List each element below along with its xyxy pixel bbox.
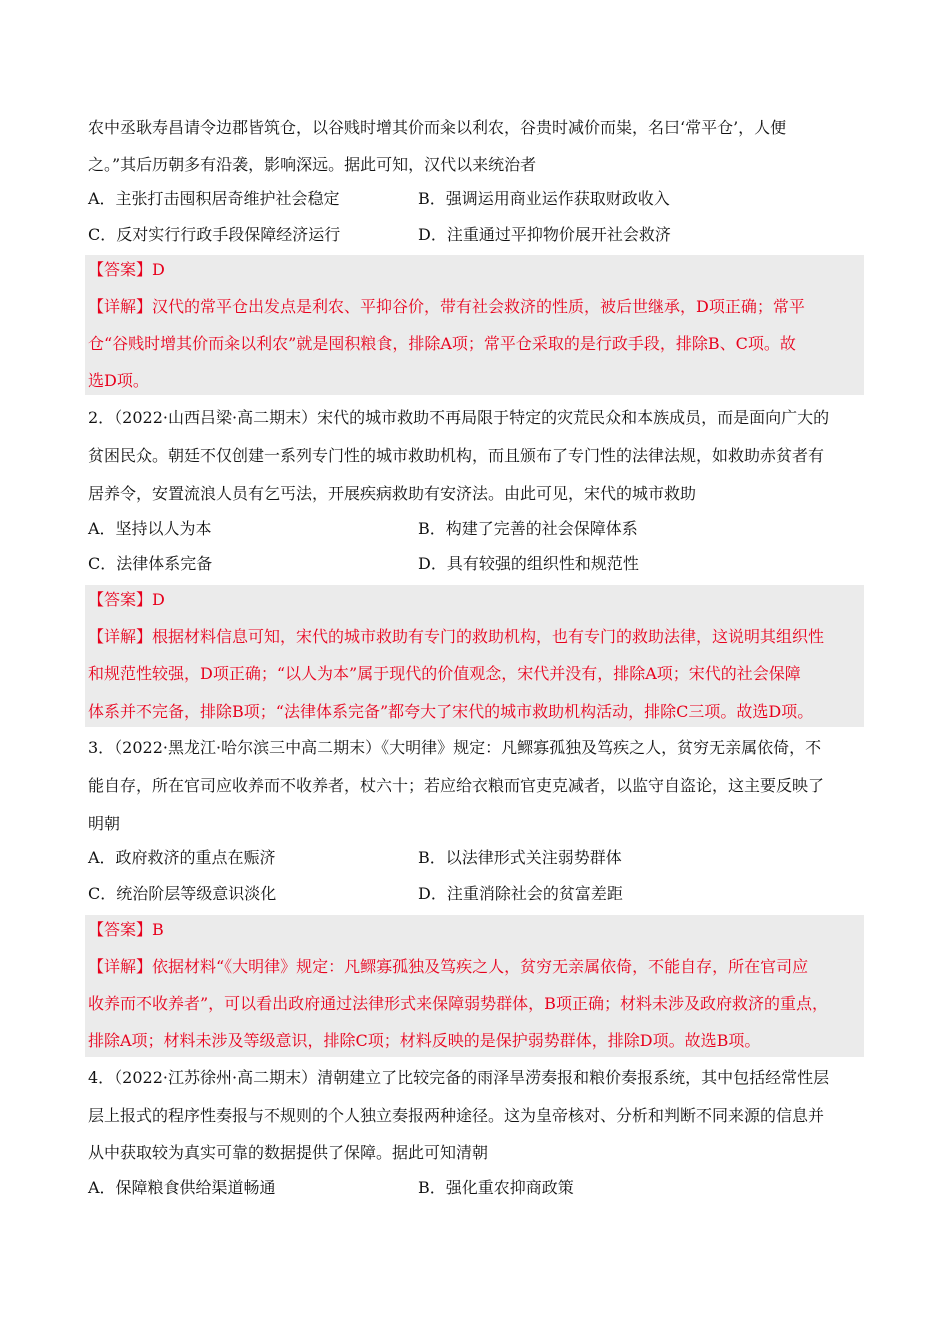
q2-option-d: D．具有较强的组织性和规范性 xyxy=(418,554,639,573)
q3-explanation-line-2: 收养而不收养者”，可以看出政府通过法律形式来保障弱势群体，B项正确；材料未涉及政府救济的重点， xyxy=(88,994,828,1013)
q2-option-b: B．构建了完善的社会保障体系 xyxy=(418,519,638,538)
q3-explanation-line-3: 排除A项；材料未涉及等级意识，排除C项；材料反映的是保护弱势群体，排除D项。故选B项。 xyxy=(88,1031,761,1050)
q4-stem-line-1: 4．（2022·江苏徐州·高二期末）清朝建立了比较完备的雨泽旱涝奏报和粮价奏报系统，其中包括经常性层 xyxy=(88,1068,830,1087)
q4-option-a: A．保障粮食供给渠道畅通 xyxy=(88,1178,276,1197)
q3-stem-line-3: 明朝 xyxy=(88,814,121,833)
q3-stem-line-2: 能自存，所在官司应收养而不收养者，杖六十；若应给衣粮而官吏克减者，以监守自盗论，这主要反映了 xyxy=(88,776,825,795)
q1-option-d: D．注重通过平抑物价展开社会救济 xyxy=(418,225,671,244)
q1-option-a: A．主张打击囤积居奇维护社会稳定 xyxy=(88,189,340,208)
q2-explanation-line-1: 【详解】根据材料信息可知，宋代的城市救助有专门的救助机构，也有专门的救助法律，这说明其组织性 xyxy=(88,627,825,646)
q2-explanation-line-2: 和规范性较强，D项正确；“以人为本”属于现代的价值观念，宋代并没有，排除A项；宋代的社会保障 xyxy=(88,664,801,683)
q2-stem-line-2: 贫困民众。朝廷不仅创建一系列专门性的城市救助机构，而且颁布了专门性的法律法规，如救助赤贫者有 xyxy=(88,446,825,465)
q4-stem-line-2: 层上报式的程序性奏报与不规则的个人独立奏报两种途径。这为皇帝核对、分析和判断不同来源的信息并 xyxy=(88,1106,825,1125)
q4-option-b: B．强化重农抑商政策 xyxy=(418,1178,574,1197)
q2-option-c: C．法律体系完备 xyxy=(88,554,213,573)
q2-explanation-line-3: 体系并不完备，排除B项；“法律体系完备”都夸大了宋代的城市救助机构活动，排除C三项。故选D项。 xyxy=(88,702,814,721)
q3-explanation-line-1: 【详解】依据材料“《大明律》规定：凡鳏寡孤独及笃疾之人，贫穷无亲属依倚，不能自存，所在官司应 xyxy=(88,957,809,976)
q2-option-a: A．坚持以人为本 xyxy=(88,519,212,538)
q2-answer: 【答案】D xyxy=(88,590,165,609)
q1-answer: 【答案】D xyxy=(88,260,165,279)
q3-option-d: D．注重消除社会的贫富差距 xyxy=(418,884,623,903)
q3-answer: 【答案】B xyxy=(88,920,164,939)
q1-option-b: B．强调运用商业运作获取财政收入 xyxy=(418,189,670,208)
q4-stem-line-3: 从中获取较为真实可靠的数据提供了保障。据此可知清朝 xyxy=(88,1143,489,1162)
q3-option-c: C．统治阶层等级意识淡化 xyxy=(88,884,277,903)
q3-option-a: A．政府救济的重点在赈济 xyxy=(88,848,276,867)
q3-stem-line-1: 3．（2022·黑龙江·哈尔滨三中高二期末）《大明律》规定：凡鳏寡孤独及笃疾之人，贫穷无亲属依倚，不 xyxy=(88,738,822,757)
q1-explanation-line-3: 选D项。 xyxy=(88,371,149,390)
q2-stem-line-1: 2．（2022·山西吕梁·高二期末）宋代的城市救助不再局限于特定的灾荒民众和本族成员，而是面向广大的 xyxy=(88,408,830,427)
q1-option-c: C．反对实行行政手段保障经济运行 xyxy=(88,225,341,244)
q2-stem-line-3: 居养令，安置流浪人员有乞丐法，开展疾病救助有安济法。由此可见，宋代的城市救助 xyxy=(88,484,697,503)
q1-explanation-line-1: 【详解】汉代的常平仓出发点是利农、平抑谷价，带有社会救济的性质，被后世继承，D项正确；常平 xyxy=(88,297,805,316)
q1-stem-line-2: 之。”其后历朝多有沿袭，影响深远。据此可知，汉代以来统治者 xyxy=(88,155,537,174)
q3-option-b: B．以法律形式关注弱势群体 xyxy=(418,848,622,867)
q1-stem-line-1: 农中丞耿寿昌请令边郡皆筑仓，以谷贱时增其价而籴以利农，谷贵时减价而粜，名曰‘常平仓’，人便 xyxy=(88,118,787,137)
q1-explanation-line-2: 仓“谷贱时增其价而籴以利农”就是囤积粮食，排除A项；常平仓采取的是行政手段，排除B、C项。故 xyxy=(88,334,796,353)
